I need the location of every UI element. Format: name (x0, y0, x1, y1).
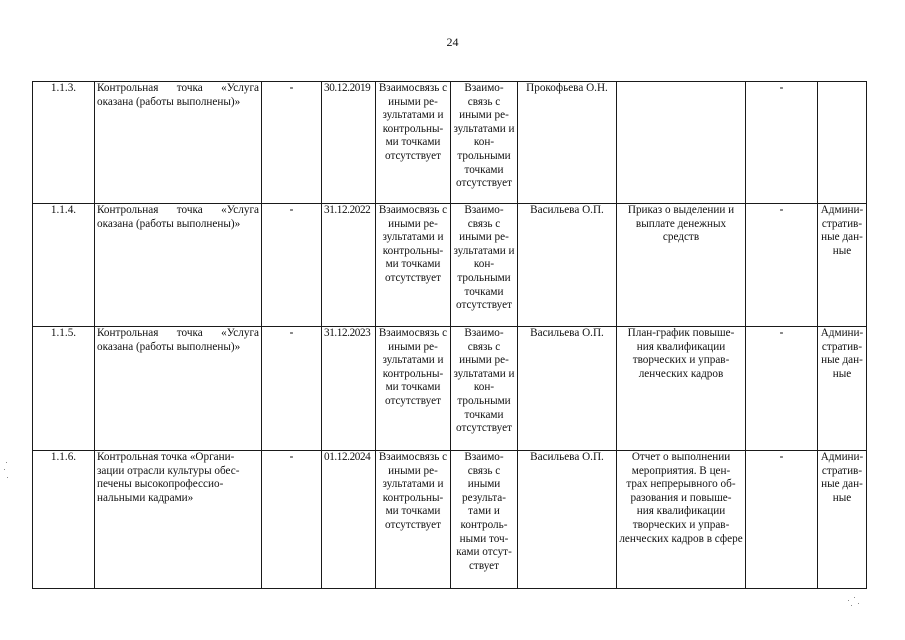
predecessor-links: Взаимосвязь с иными ре- зультатами и контрольны- ми точками отсутствует (376, 82, 451, 204)
completion-mark: - (746, 327, 818, 451)
checkpoint-name: Контрольная точка «Услуга оказана (работы выполнены)» (95, 82, 262, 204)
successor-links: Взаимо- связь с иными ре- зультатами и кон- трольными точками отсутствует (451, 327, 518, 451)
checkpoint-name: Контрольная точка «Услуга оказана (работы выполнены)» (95, 327, 262, 451)
responsible-person: Васильева О.П. (518, 451, 617, 589)
successor-links: Взаимо- связь с иными ре- зультатами и кон- трольными точками отсутствует (451, 82, 518, 204)
confirming-document: Приказ о выделении и выплате денежных средств (617, 204, 746, 327)
information-source: Админи- стратив- ные дан- ные (818, 204, 867, 327)
predecessor-links: Взаимосвязь с иными ре- зультатами и контрольны- ми точками отсутствует (376, 451, 451, 589)
page-number: 24 (446, 35, 459, 49)
successor-links: Взаимо- связь с иными результа- тами и контроль- ными точ- ками отсут- ствует (451, 451, 518, 589)
implementation-plan-table (32, 81, 867, 589)
information-source: Админи- стратив- ные дан- ные (818, 327, 867, 451)
end-date: 01.12.2024 (322, 451, 376, 589)
end-date: 30.12.2019 (322, 82, 376, 204)
completion-mark: - (746, 82, 818, 204)
start-date: - (262, 327, 322, 451)
predecessor-links: Взаимосвязь с иными ре- зультатами и контрольны- ми точками отсутствует (376, 204, 451, 327)
information-source (818, 82, 867, 204)
start-date: - (262, 82, 322, 204)
information-source: Админи- стратив- ные дан- ные (818, 451, 867, 589)
checkpoint-number: 1.1.4. (33, 204, 95, 327)
confirming-document: План-график повыше- ния квалификации творческих и управ- ленческих кадров (617, 327, 746, 451)
checkpoint-name: Контрольная точка «Органи- зации отрасли культуры обес- печены высокопрофессио- нальными кадрами» (95, 451, 262, 589)
predecessor-links: Взаимосвязь с иными ре- зультатами и контрольны- ми точками отсутствует (376, 327, 451, 451)
end-date: 31.12.2022 (322, 204, 376, 327)
completion-mark: - (746, 204, 818, 327)
start-date: - (262, 204, 322, 327)
scan-specks-bottom (846, 597, 866, 607)
end-date: 31.12.2023 (322, 327, 376, 451)
table-row (33, 204, 867, 327)
successor-links: Взаимо- связь с иными ре- зультатами и кон- трольными точками отсутствует (451, 204, 518, 327)
confirming-document: Отчет о выполнении мероприятия. В цен- трах непрерывного об- разования и повыше- ния квалификации творческих и управ- ленческих кадров в сфере (617, 451, 746, 589)
confirming-document (617, 82, 746, 204)
responsible-person: Прокофьева О.Н. (518, 82, 617, 204)
start-date: - (262, 451, 322, 589)
table-row (33, 82, 867, 204)
responsible-person: Васильева О.П. (518, 327, 617, 451)
responsible-person: Васильева О.П. (518, 204, 617, 327)
checkpoint-number: 1.1.6. (33, 451, 95, 589)
scan-specks-left (4, 462, 10, 482)
completion-mark: - (746, 451, 818, 589)
table-row (33, 451, 867, 589)
checkpoint-number: 1.1.5. (33, 327, 95, 451)
checkpoint-number: 1.1.3. (33, 82, 95, 204)
table-row (33, 327, 867, 451)
checkpoint-name: Контрольная точка «Услуга оказана (работы выполнены)» (95, 204, 262, 327)
